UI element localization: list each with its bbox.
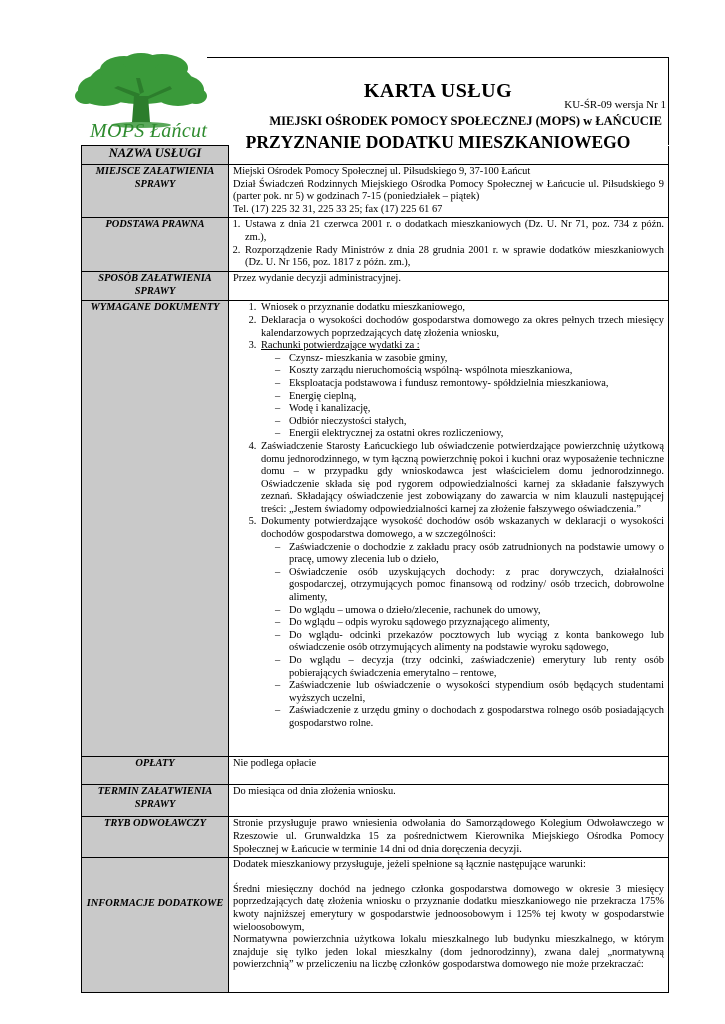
value-location — [229, 165, 669, 218]
income-proof-item: – Do wglądu- odcinki przekazów pocztowych lub wyciąg z konta bankowego lub oświadczenie osób otrzymujących alimenty na podstawie wyroku sądowego, — [269, 630, 664, 655]
label-legal-basis: PODSTAWA PRAWNA — [82, 218, 229, 272]
income-proof-item: – Zaświadczenie z urzędu gminy o dochodach z gospodarstwa rolnego osób posiadających gospodarstwo rolne. — [269, 705, 664, 730]
income-proof-item: – Oświadczenie osób uzyskujących dochody: z prac dorywczych, działalności gospodarczej, otrzymujących pomoc finansową od rodziny/ osób trzecich, dobrowolne alimenty, — [269, 567, 664, 605]
bill-item: – Energię cieplną, — [269, 391, 664, 404]
row-service-name — [82, 146, 669, 165]
location-line-3: Tel. (17) 225 32 31, 225 33 25; fax (17) 225 61 67 — [233, 203, 443, 215]
value-service-name — [229, 146, 669, 165]
row-method — [82, 272, 669, 301]
documents-item-5-title: Dokumenty potwierdzające wysokość dochodów osób wskazanych w deklaracji o wysokości dochodów gospodarstwa domowego, a w szczególności: — [261, 516, 664, 541]
bill-item: – Eksploatacja podstawowa i fundusz remontowy- spółdzielnia mieszkaniowa, — [269, 378, 664, 391]
label-fees: OPŁATY — [82, 757, 229, 785]
row-legal-basis — [82, 218, 669, 272]
documents-item — [259, 340, 664, 441]
value-fees: Nie podlega opłacie — [229, 757, 669, 785]
label-deadline: TERMIN ZAŁATWIENIA SPRAWY — [82, 785, 229, 817]
location-line-1: Miejski Ośrodek Pomocy Społecznej ul. Piłsudskiego 9, 37-100 Łańcut — [233, 166, 531, 177]
income-proof-item: – Zaświadczenie o dochodzie z zakładu pracy osób zatrudnionych na podstawie umowy o pracę, umowy zlecenia lub o dzieło, — [269, 542, 664, 567]
documents-item: 1. Wniosek o przyznanie dodatku mieszkaniowego, — [259, 302, 664, 315]
income-proof-item: – Do wglądu – umowa o dzieło/zlecenie, rachunek do umowy, — [269, 605, 664, 618]
value-method: Przez wydanie decyzji administracyjnej. — [229, 272, 669, 301]
info-paragraph: Normatywna powierzchnia użytkowa lokalu mieszkalnego lub budynku mieszkalnego, w którym znajduje się tylko jeden lokal mieszkalny (dom jednorodzinny), zwana dalej „normatywną powierzchnią” w przeliczeniu na liczbę członków gospodarstwa domowego nie może przekraczać: — [233, 934, 664, 971]
bill-item: – Energii elektrycznej za ostatni okres rozliczeniowy, — [269, 428, 664, 441]
row-location — [82, 165, 669, 218]
income-proof-item: – Zaświadczenie lub oświadczenie o wysokości stypendium osób będących studentami wyższych uczelni, — [269, 680, 664, 705]
info-paragraph: Dodatek mieszkaniowy przysługuje, jeżeli spełnione są łącznie następujące warunki: — [233, 859, 586, 871]
row-fees — [82, 757, 669, 785]
documents-item: 2. Deklaracja o wysokości dochodów gospodarstwa domowego za okres pełnych trzech miesięcy kalendarzowych poprzedzających datę złożenia wniosku, — [259, 315, 664, 340]
row-info — [82, 858, 669, 993]
logo-text: MOPS Łańcut — [90, 120, 208, 142]
organization-name: MIEJSKI OŚRODEK POMOCY SPOŁECZNEJ (MOPS) w ŁAŃCUCIE — [269, 114, 662, 128]
document-code: KU-ŚR-09 wersja Nr 1 — [564, 99, 666, 111]
row-deadline — [82, 785, 669, 817]
value-appeal: Stronie przysługuje prawo wniesienia odwołania do Samorządowego Kolegium Odwoławczego w Rzeszowie ul. Grunwaldzka 15 za pośrednictwem Kierownika Miejskiego Ośrodka Pomocy Społecznej w Łańcucie w terminie 14 dni od dnia doręczenia decyzji. — [229, 817, 669, 858]
label-info: INFORMACJE DODATKOWE — [82, 858, 229, 993]
label-documents: WYMAGANE DOKUMENTY — [82, 301, 229, 757]
page-title: KARTA USŁUG — [363, 80, 513, 102]
value-legal-basis — [229, 218, 669, 272]
bill-item: – Koszty zarządu nieruchomością wspólną- wspólnota mieszkaniowa, — [269, 365, 664, 378]
service-card-table — [81, 145, 669, 993]
documents-item: 4. Zaświadczenie Starosty Łańcuckiego lub oświadczenie potwierdzające powierzchnię użytkową domu jednorodzinnego, w tym łączną powierzchnię pokoi i kuchni oraz wyposażenie techniczne domu – w przypadku gdy wnioskodawca jest właścicielem domu jednorodzinnego. Oświadczenie składa się pod rygorem odpowiedzialności karnej za składanie fałszywych zeznań. Składający oświadczenie jest zobowiązany do zawarcia w nim klauzuli następującej treści: „Jestem świadomy odpowiedzialności karnej za złożenie fałszywego oświadczenia.” — [259, 441, 664, 517]
income-proof-item: – Do wglądu – decyzja (trzy odcinki, zaświadczenie) emerytury lub renty osób pobierających świadczenia emerytalno – rentowe, — [269, 655, 664, 680]
service-title: PRZYZNANIE DODATKU MIESZKANIOWEGO — [245, 132, 631, 152]
legal-basis-item: 1. Ustawa z dnia 21 czerwca 2001 r. o dodatkach mieszkaniowych (Dz. U. Nr 71, poz. 734 z późn. zm.), — [243, 219, 664, 244]
value-deadline: Do miesiąca od dnia złożenia wniosku. — [229, 785, 669, 817]
row-documents — [82, 301, 669, 757]
value-documents — [229, 301, 669, 757]
income-proof-item: – Do wglądu – odpis wyroku sądowego przyznającego alimenty, — [269, 617, 664, 630]
label-appeal: TRYB ODWOŁAWCZY — [82, 817, 229, 858]
bill-item: – Odbiór nieczystości stałych, — [269, 416, 664, 429]
row-appeal — [82, 817, 669, 858]
location-line-2: Dział Świadczeń Rodzinnych Miejskiego Ośrodka Pomocy Społecznej w Łańcucie ul. Piłsudskiego 9 (parter pok. nr 5) w godzinach 7-15 (poniedziałek – piątek) — [233, 178, 664, 203]
bill-item: – Wodę i kanalizację, — [269, 403, 664, 416]
label-service-name: NAZWA USŁUGI — [82, 146, 229, 165]
bill-item: – Czynsz- mieszkania w zasobie gminy, — [269, 353, 664, 366]
documents-item — [259, 516, 664, 730]
info-paragraph: Średni miesięczny dochód na jednego członka gospodarstwa domowego w okresie 3 miesięcy poprzedzających datę złożenia wniosku o przyznanie dodatku mieszkaniowego nie przekracza 175% kwoty najniższej emerytury w gospodarstwie jednoosobowym i 125% tej kwoty w gospodarstwie wieloosobowym, — [233, 883, 664, 933]
documents-item-3-title: Rachunki potwierdzające wydatki za : — [261, 340, 420, 352]
legal-basis-item: 2. Rozporządzenie Rady Ministrów z dnia 28 grudnia 2001 r. w sprawie dodatków mieszkaniowych (Dz. U. Nr 156, poz. 1817 z późn. zm.), — [243, 245, 664, 270]
label-method: SPOSÓB ZAŁATWIENIA SPRAWY — [82, 272, 229, 301]
label-location: MIEJSCE ZAŁATWIENIA SPRAWY — [82, 165, 229, 218]
value-info — [229, 858, 669, 993]
